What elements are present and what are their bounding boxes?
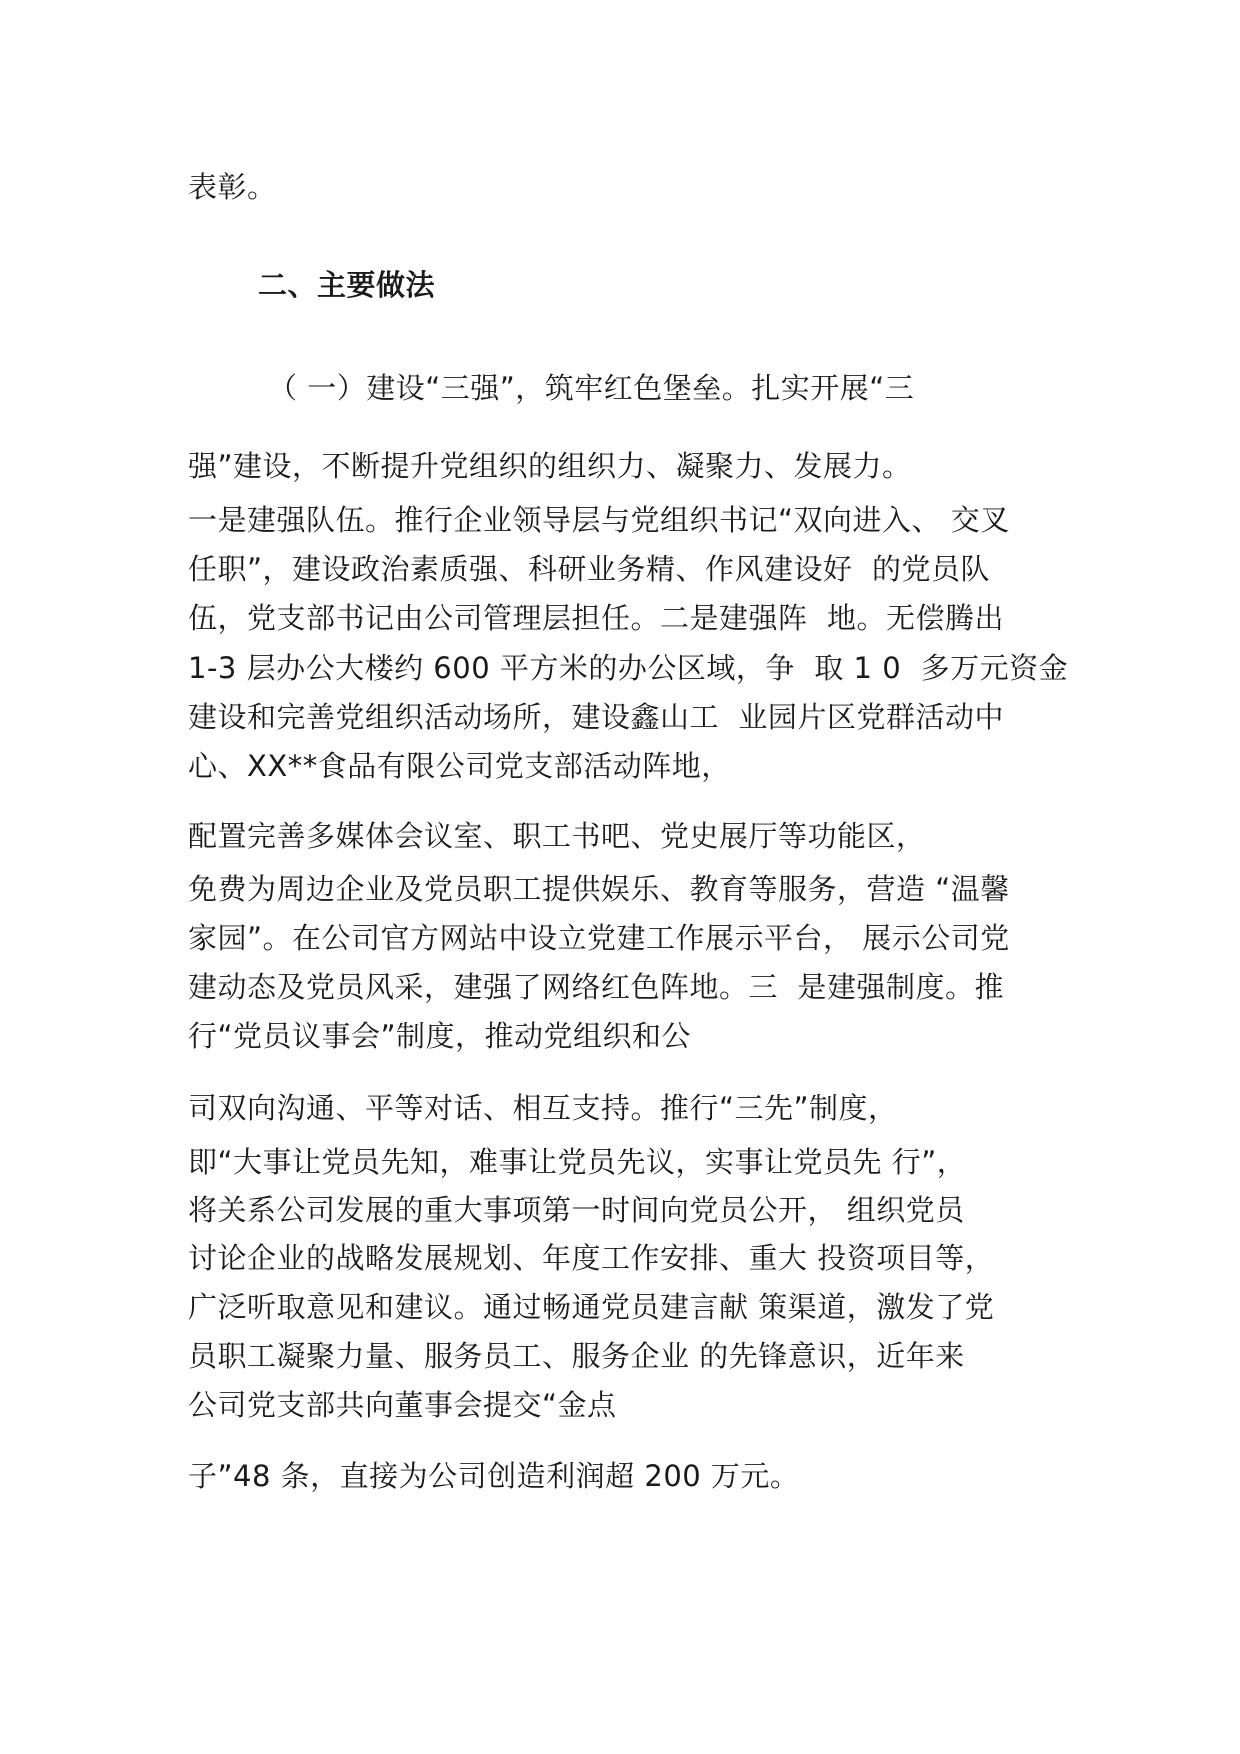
text-line: 心、XX**食品有限公司党支部活动阵地， <box>188 749 731 783</box>
text-line: 子”48 条，直接为公司创造利润超 200 万元。 <box>188 1459 800 1493</box>
text-line: 强”建设，不断提升党组织的组织力、凝聚力、发展力。 <box>188 449 912 483</box>
text-line: 建动态及党员风采，建强了网络红色阵地。三 是建强制度。推 <box>188 970 1004 1004</box>
text-line: 任职”，建设政治素质强、科研业务精、作风建设好 的党员队 <box>188 552 990 586</box>
text-line: 即“大事让党员先知，难事让党员先议，实事让党员先 行”， <box>188 1145 967 1179</box>
text-line: 一是建强队伍。推行企业领导层与党组织书记“双向进入、 交叉 <box>188 503 1010 537</box>
text-line: 1-3 层办公大楼约 600 平方米的办公区域，争 取 1 0 多万元资金 <box>188 651 1069 685</box>
text-line: 讨论企业的战略发展规划、年度工作安排、重大 投资项目等， <box>188 1241 995 1275</box>
text-line: 免费为周边企业及党员职工提供娱乐、教育等服务，营造 “温馨 <box>188 872 1010 906</box>
text-line: 司双向沟通、平等对话、相互支持。推行“三先”制度， <box>188 1091 898 1125</box>
section-heading: 二、主要做法 <box>258 268 436 302</box>
text-line: 家园”。在公司官方网站中设立党建工作展示平台， 展示公司党 <box>188 921 1010 955</box>
text-line: 配置完善多媒体会议室、职工书吧、党史展厅等功能区， <box>188 819 926 853</box>
text-line: 伍，党支部书记由公司管理层担任。二是建强阵 地。无偿腾出 <box>188 601 1004 635</box>
text-line: 公司党支部共向董事会提交“金点 <box>188 1388 617 1422</box>
text-line: 行“党员议事会”制度，推动党组织和公 <box>188 1019 692 1053</box>
text-line: 将关系公司发展的重大事项第一时间向党员公开， 组织党员 <box>188 1193 965 1227</box>
subsection-heading: （ 一）建设“三强”，筑牢红色堡垒。扎实开展“三 <box>268 371 915 405</box>
text-line: 建设和完善党组织活动场所，建设鑫山工 业园片区党群活动中 <box>188 700 1004 734</box>
text-line: 表彰。 <box>188 170 277 204</box>
text-line: 员职工凝聚力量、服务员工、服务企业 的先锋意识，近年来 <box>188 1339 965 1373</box>
text-line: 广泛听取意见和建议。通过畅通党员建言献 策渠道，激发了党 <box>188 1290 995 1324</box>
